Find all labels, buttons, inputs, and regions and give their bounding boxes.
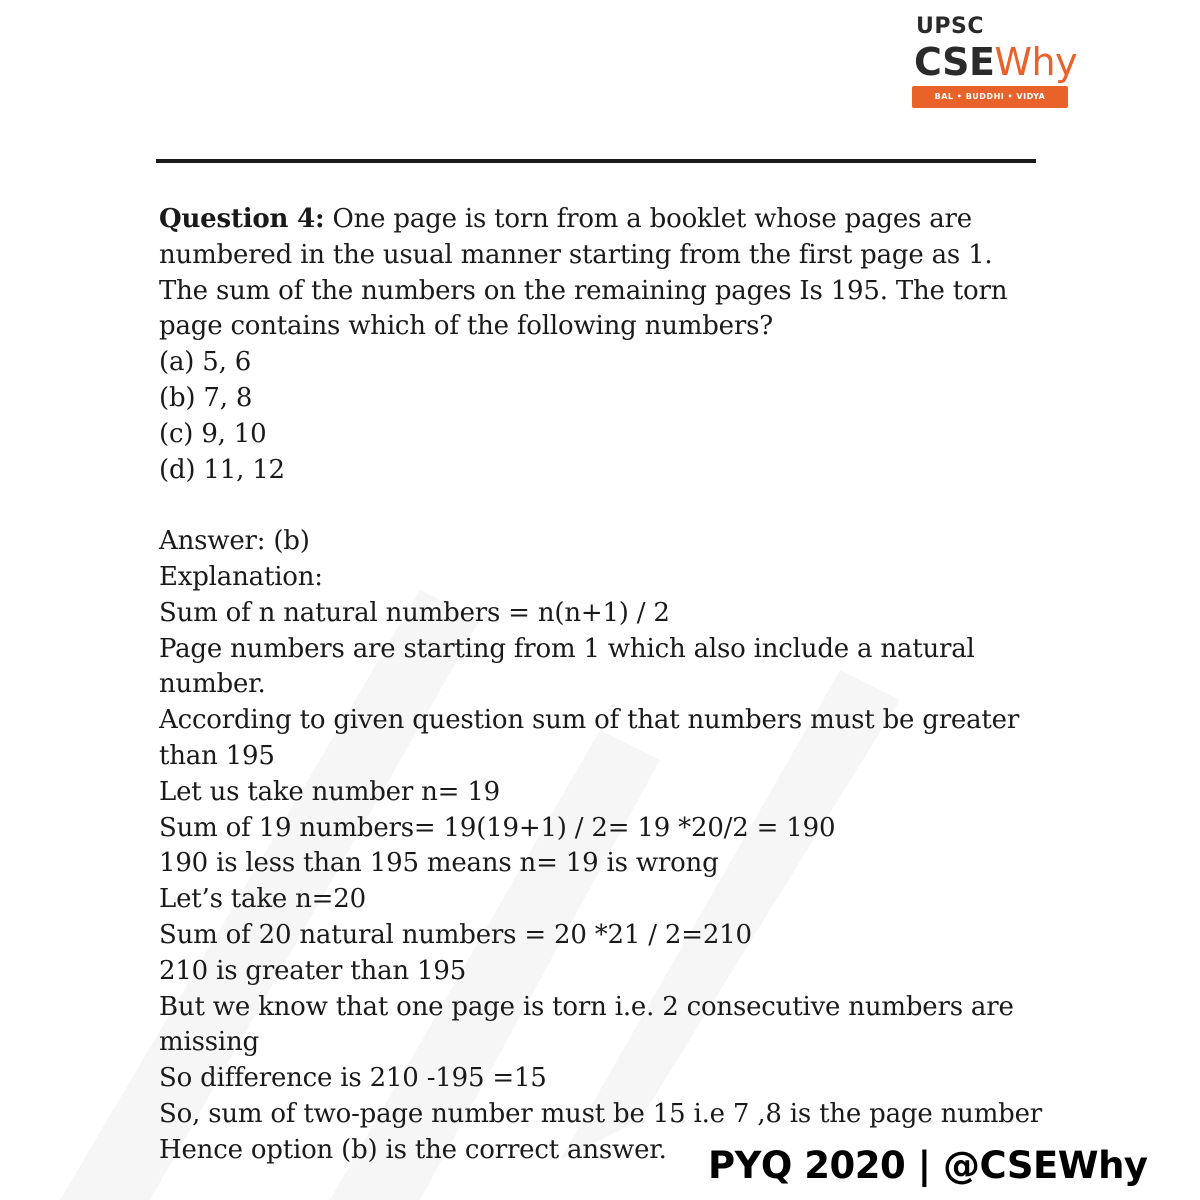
explanation-line: Sum of 20 natural numbers = 20 *21 / 2=210 [159, 919, 752, 950]
explanation-line: 190 is less than 195 means n= 19 is wrong [159, 848, 719, 879]
explanation-line: Hence option (b) is the correct answer. [159, 1134, 667, 1165]
option-c: (c) 9, 10 [159, 418, 267, 449]
option-a: (a) 5, 6 [159, 347, 252, 378]
header-divider [156, 159, 1036, 163]
explanation-label: Explanation: [159, 561, 323, 592]
explanation-line: So, sum of two-page number must be 15 i.e 7 ,8 is the page number [159, 1098, 1043, 1129]
explanation-line: Page numbers are starting from 1 which also include a natural [159, 633, 975, 664]
explanation-line: But we know that one page is torn i.e. 2 consecutive numbers are [159, 991, 1014, 1022]
explanation-line: Let’s take n=20 [159, 884, 366, 915]
brand-logo [912, 12, 1078, 112]
question-line-3: The sum of the numbers on the remaining pages Is 195. The torn [159, 275, 1008, 306]
logo-upsc-text: UPSC [916, 14, 984, 39]
question-line-4: page contains which of the following numbers? [159, 311, 773, 342]
answer-line: Answer: (b) [159, 526, 310, 557]
explanation-line: number. [159, 669, 266, 700]
explanation-line: 210 is greater than 195 [159, 955, 467, 986]
explanation-line: Sum of n natural numbers = n(n+1) / 2 [159, 597, 670, 628]
explanation-line: Sum of 19 numbers= 19(19+1) / 2= 19 *20/2 = 190 [159, 812, 836, 843]
explanation-line: missing [159, 1027, 259, 1058]
explanation-line: So difference is 210 -195 =15 [159, 1063, 547, 1094]
spacer [159, 488, 1059, 524]
question-label: Question 4: [159, 204, 325, 234]
document-body [159, 202, 1059, 1169]
option-b: (b) 7, 8 [159, 382, 253, 413]
question-line-1 [159, 202, 1059, 238]
explanation-line: According to given question sum of that numbers must be greater [159, 705, 1020, 736]
logo-cse-text: CSE [914, 40, 995, 84]
question-text: One page is torn from a booklet whose pages are [324, 204, 972, 234]
footer-caption: PYQ 2020 | @CSEWhy [708, 1144, 1148, 1187]
logo-why-text: Why [994, 40, 1078, 84]
logo-tagline: BAL • BUDDHI • VIDYA [912, 86, 1068, 108]
explanation-line: Let us take number n= 19 [159, 776, 501, 807]
option-d: (d) 11, 12 [159, 454, 285, 485]
question-line-2: numbered in the usual manner starting from the first page as 1. [159, 239, 993, 270]
logo-wordmark [914, 40, 1077, 84]
explanation-line: than 195 [159, 740, 275, 771]
